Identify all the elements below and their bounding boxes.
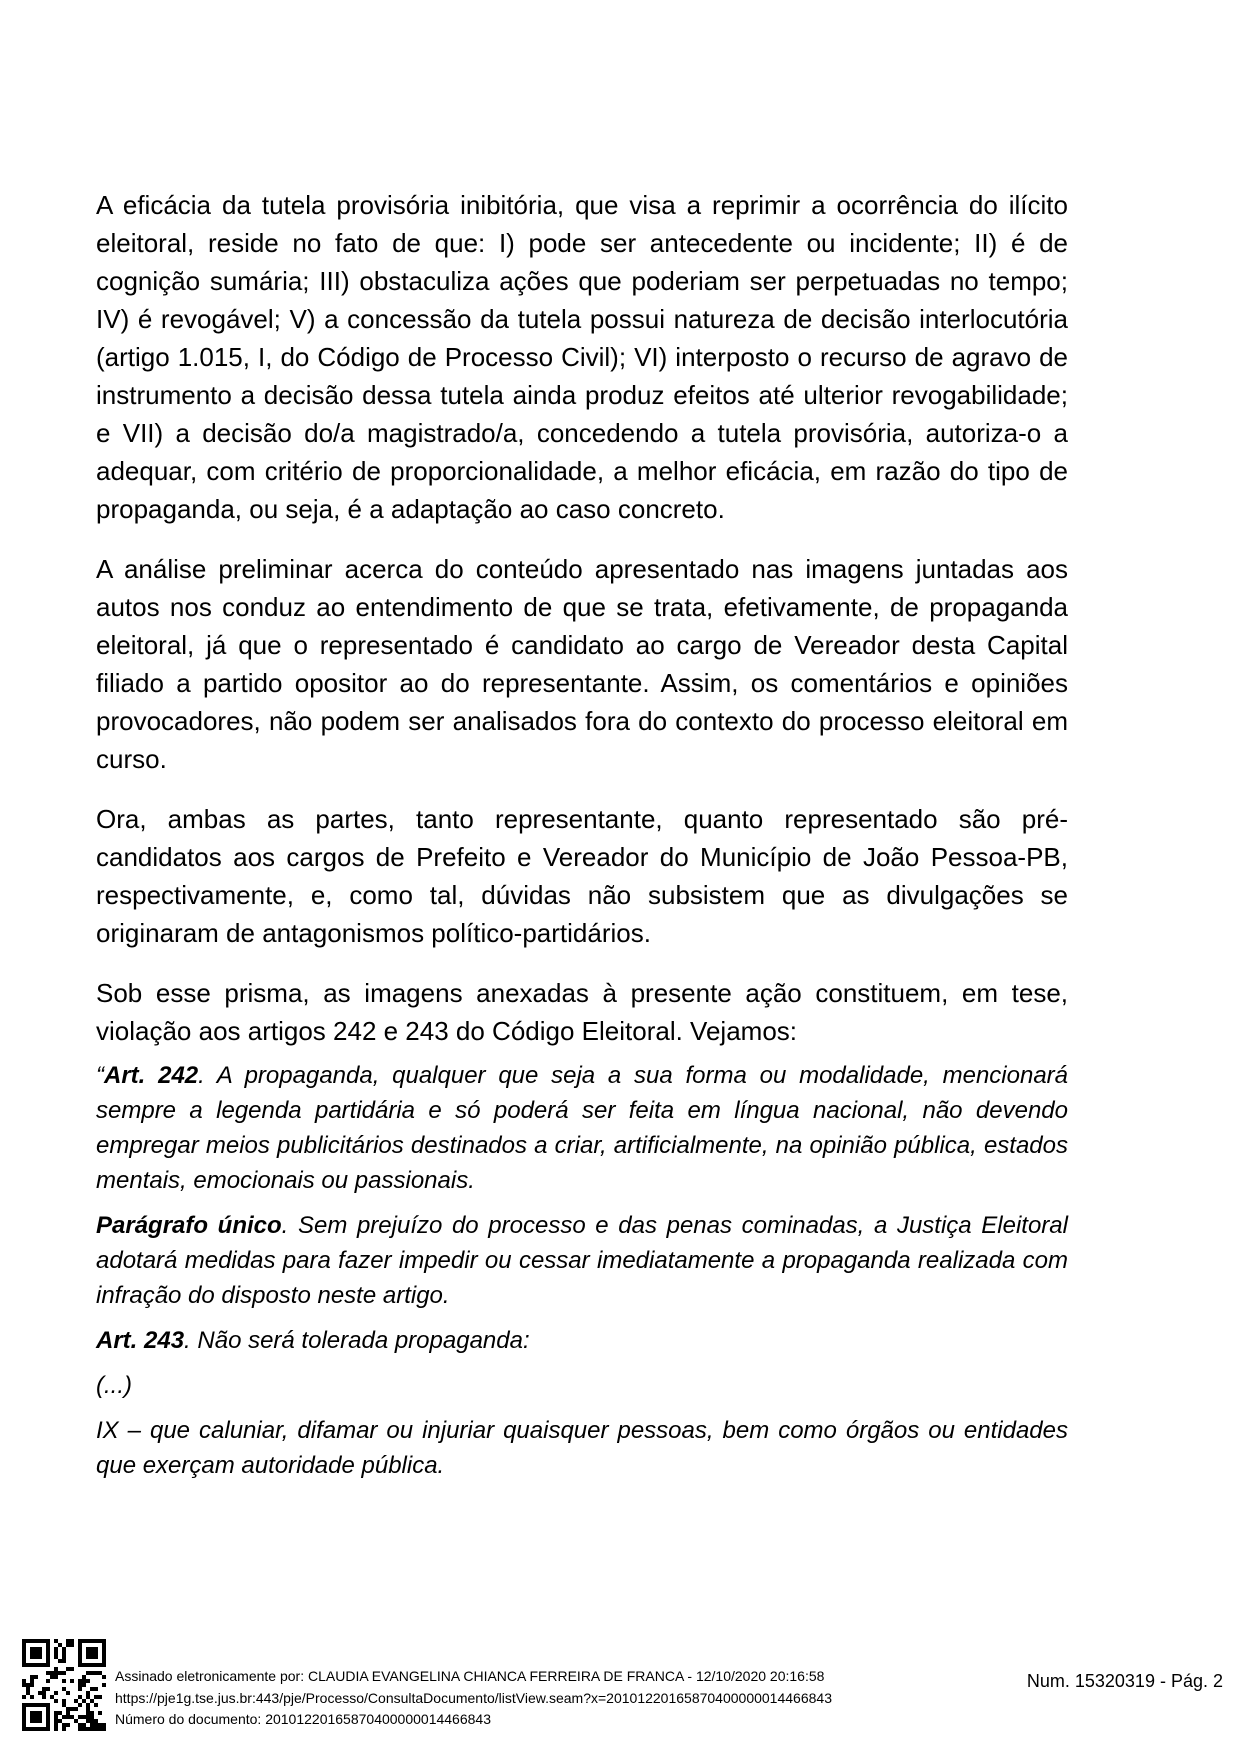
quote-lead: Art. 242 [104, 1062, 199, 1089]
quote-mark: “ [96, 1062, 104, 1089]
quote-paragraph [96, 1208, 1068, 1313]
quote-paragraph [96, 1368, 1068, 1403]
body-paragraph: Sob esse prisma, as imagens anexadas à presente ação constituem, em tese, violação aos artigos 242 e 243 do Código Eleitoral. Vejamos: [96, 978, 1068, 1046]
quote-text: . A propaganda, qualquer que seja a sua forma ou modalidade, mencionará sempre a legenda partidária e só poderá ser feita em língua nacional, não devendo empregar meios publicitários destinados a criar, artificialmente, na opinião pública, estados mentais, emocionais ou passionais. [96, 1062, 1069, 1194]
quote-lead: Art. 243 [96, 1327, 185, 1354]
signature-line: Assinado eletronicamente por: CLAUDIA EVANGELINA CHIANCA FERREIRA DE FRANCA - 12/10/2020 20:16:58 [115, 1668, 825, 1684]
page-number: Num. 15320319 - Pág. 2 [1026, 1671, 1223, 1691]
quote-text: . Não será tolerada propaganda: [184, 1327, 530, 1354]
body-paragraph: A eficácia da tutela provisória inibitória, que visa a reprimir a ocorrência do ilícito eleitoral, reside no fato de que: I) pode ser antecedente ou incidente; II) é de cognição sumária; III) obstaculiza ações que poderiam ser perpetuadas no tempo; IV) é revogável; V) a concessão da tutela possui natureza de decisão interlocutória (artigo 1.015, I, do Código de Processo Civil); VI) interposto o recurso de agravo de instrumento a decisão dessa tutela ainda produz efeitos até ulterior revogabilidade; e VII) a decisão do/a magistrado/a, concedendo a tutela provisória, autoriza-o a adequar, com critério de proporcionalidade, a melhor eficácia, em razão do tipo de propaganda, ou seja, é a adaptação ao caso concreto. [96, 190, 1068, 524]
document-body [96, 186, 1068, 1493]
document-number-line: Número do documento: 20101220165870400000014466843 [115, 1711, 491, 1727]
quote-paragraph [96, 1323, 1068, 1358]
body-paragraph: Ora, ambas as partes, tanto representante, quanto representado são pré-candidatos aos cargos de Prefeito e Vereador do Município de João Pessoa-PB, respectivamente, e, como tal, dúvidas não subsistem que as divulgações se originaram de antagonismos político-partidários. [96, 804, 1068, 948]
body-paragraph: A análise preliminar acerca do conteúdo apresentado nas imagens juntadas aos autos nos conduz ao entendimento de que se trata, efetivamente, de propaganda eleitoral, já que o representado é candidato ao cargo de Vereador desta Capital filiado a partido opositor ao do representante. Assim, os comentários e opiniões provocadores, não podem ser analisados fora do contexto do processo eleitoral em curso. [96, 554, 1068, 774]
quote-text: IX – que caluniar, difamar ou injuriar quaisquer pessoas, bem como órgãos ou entidades que exerçam autoridade pública. [96, 1417, 1068, 1479]
quote-lead: Parágrafo único [96, 1212, 282, 1239]
document-url: https://pje1g.tse.jus.br:443/pje/Processo/ConsultaDocumento/listView.seam?x=20101220165870400000014466843 [115, 1689, 832, 1706]
quote-text: (...) [96, 1372, 132, 1399]
qr-code-icon [22, 1639, 106, 1731]
quote-text: . Sem prejuízo do processo e das penas cominadas, a Justiça Eleitoral adotará medidas para fazer impedir ou cessar imediatamente a propaganda realizada com infração do disposto neste artigo. [96, 1212, 1068, 1309]
quote-paragraph [96, 1058, 1068, 1198]
quote-paragraph [96, 1413, 1068, 1483]
signature-block [115, 1666, 915, 1731]
